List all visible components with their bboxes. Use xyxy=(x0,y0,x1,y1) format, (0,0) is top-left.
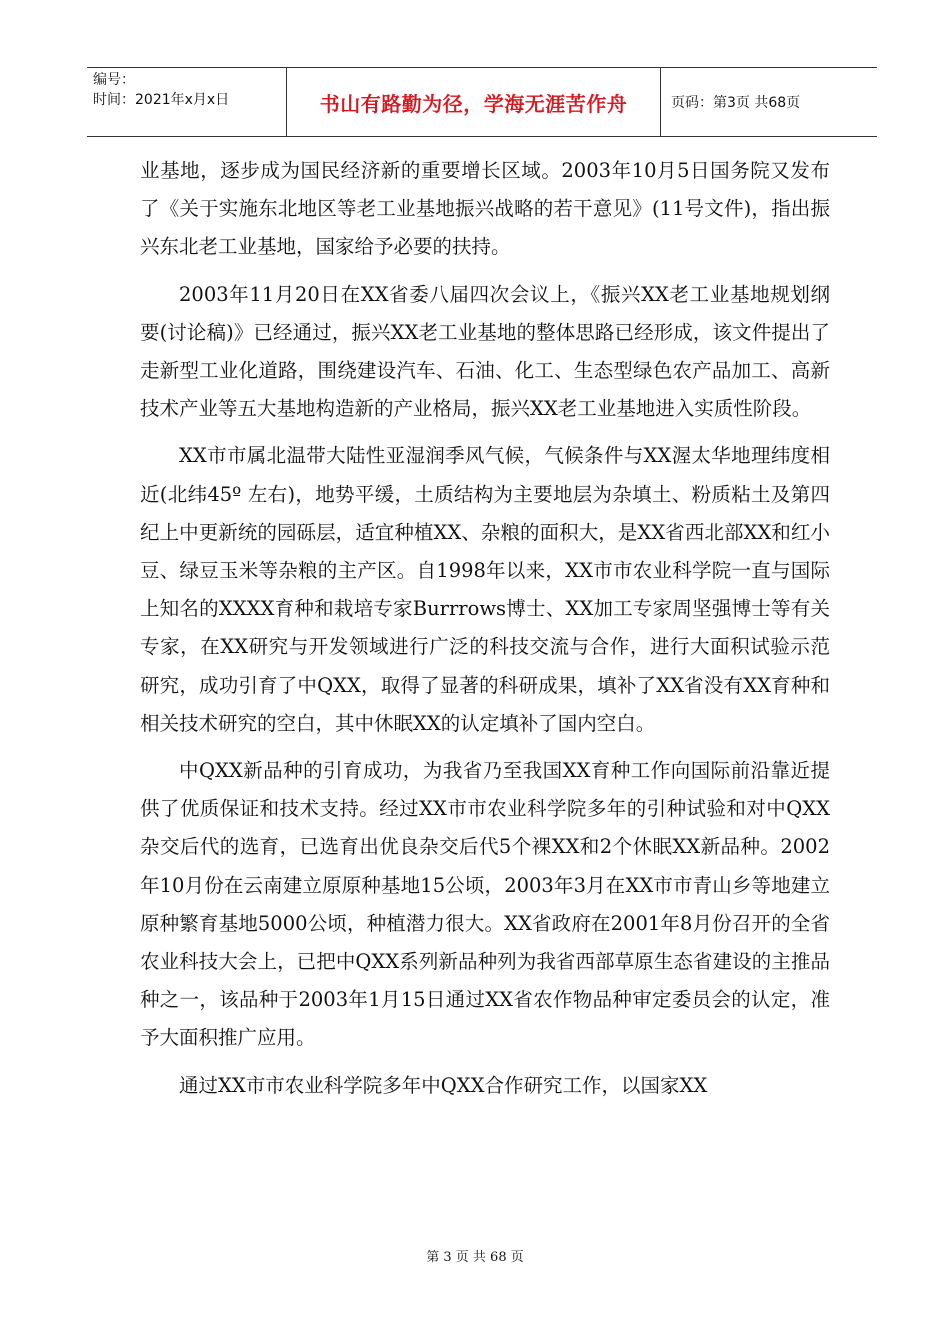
page-header xyxy=(87,67,877,137)
header-info-cell xyxy=(87,68,287,136)
paragraph: 2003年11月20日在XX省委八届四次会议上，《振兴XX老工业基地规划纲要(讨论稿)》已经通过，振兴XX老工业基地的整体思路已经形成，该文件提出了走新型工业化道路，围绕建设汽车、石油、化工、生态型绿色农产品加工、高新技术产业等五大基地构造新的产业格局，振兴XX老工业基地进入实质性阶段。 xyxy=(140,282,830,421)
header-page-info: 页码：第3页 共68页 xyxy=(671,95,801,111)
paragraph: XX市市属北温带大陆性亚湿润季风气候，气候条件与XX渥太华地理纬度相近(北纬45º 左右)，地势平缓，土质结构为主要地层为杂填土、粉质粘土及第四纪上中更新统的园砾层，适宜种植XX、杂粮的面积大，是XX省西北部XX和红小豆、绿豆玉米等杂粮的主产区。自1998年以来，XX市市农业科学院一直与国际上知名的XXXX育种和栽培专家Burrrows博士、XX加工专家周坚强博士等有关专家，在XX研究与开发领域进行广泛的科技交流与合作，进行大面积试验示范研究，成功引育了中QXX，取得了显著的科研成果，填补了XX省没有XX育种和相关技术研究的空白，其中休眠XX的认定填补了国内空白。 xyxy=(140,444,830,735)
document-time-label: 时间：2021年x月x日 xyxy=(93,92,230,108)
paragraph: 通过XX市市农业科学院多年中QXX合作研究工作，以国家XX xyxy=(179,1073,708,1097)
document-body xyxy=(140,152,830,1114)
page-footer: 第 3 页 共 68 页 xyxy=(426,1250,524,1265)
paragraph-continued: 业基地，逐步成为国民经济新的重要增长区域。2003年10月5日国务院又发布了《关于实施东北地区等老工业基地振兴战略的若干意见》(11号文件)，指出振兴东北老工业基地，国家给予必要的扶持。 xyxy=(140,159,830,259)
paragraph: 中QXX新品种的引育成功，为我省乃至我国XX育种工作向国际前沿靠近提供了优质保证和技术支持。经过XX市市农业科学院多年的引种试验和对中QXX杂交后代的选育，已选育出优良杂交后代5个裸XX和2个休眠XX新品种。2002年10月份在云南建立原原种基地15公顷，2003年3月在XX市市青山乡等地建立原种繁育基地5000公顷，种植潜力很大。XX省政府在2001年8月份召开的全省农业科技大会上，已把中QXX系列新品种列为我省西部草原生态省建设的主推品种之一，该品种于2003年1月15日通过XX省农作物品种审定委员会的认定，准予大面积推广应用。 xyxy=(140,759,830,1050)
header-motto: 书山有路勤为径，学海无涯苦作舟 xyxy=(287,68,661,136)
document-number-label: 编号： xyxy=(93,72,135,88)
